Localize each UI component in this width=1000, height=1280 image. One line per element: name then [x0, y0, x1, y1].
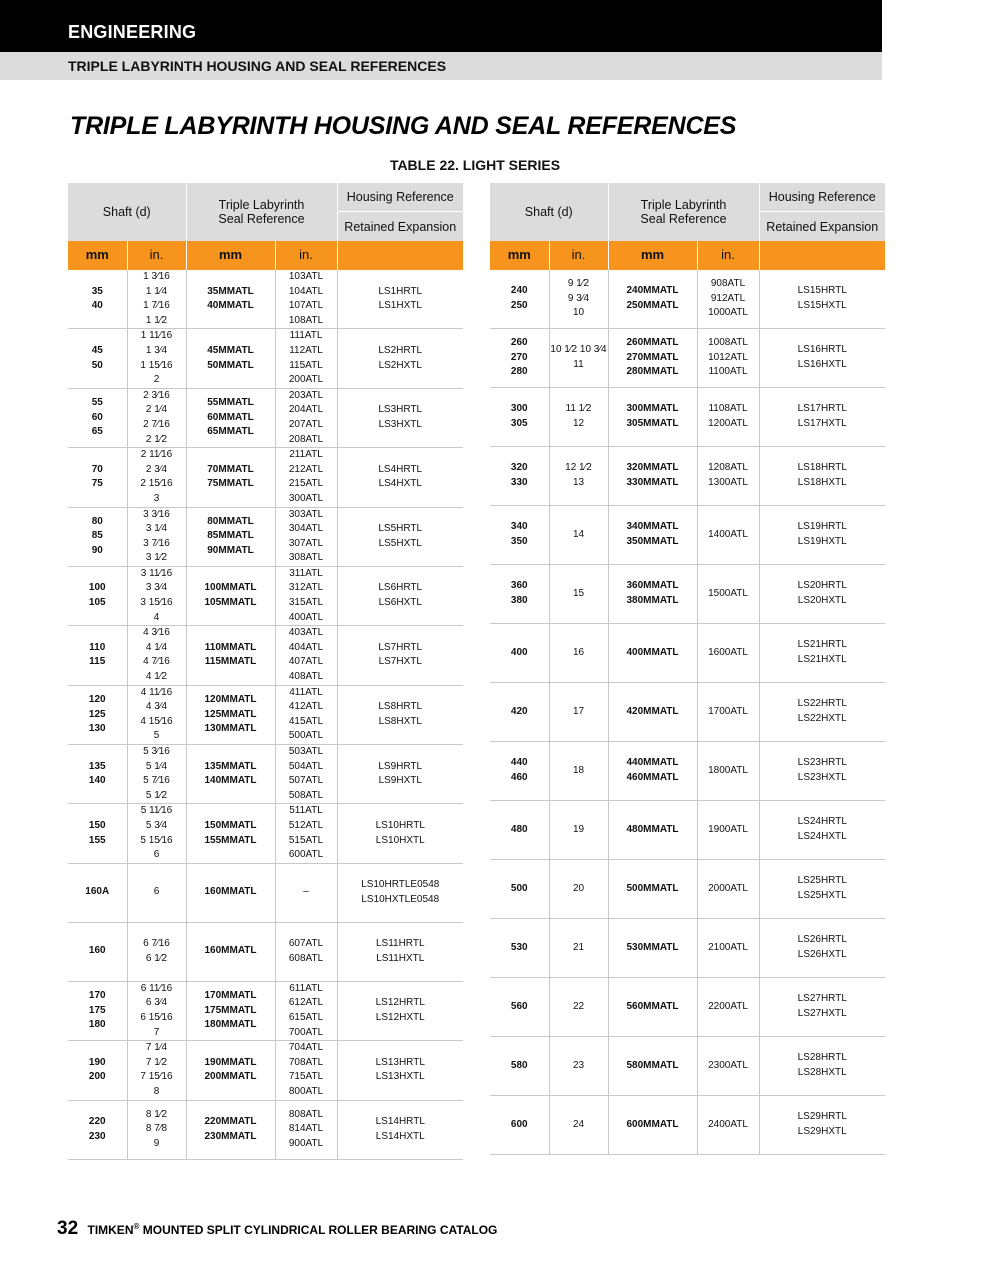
housing-ref-cell: LS29HRTL LS29HXTL	[759, 1096, 885, 1155]
unit-in: in.	[549, 241, 608, 270]
seal-in-cell: 2400ATL	[697, 1096, 759, 1155]
table-row	[490, 742, 885, 801]
seal-in-cell: 1900ATL	[697, 801, 759, 860]
housing-ref-cell: LS23HRTL LS23HXTL	[759, 742, 885, 801]
shaft-in-cell: 3 3⁄16 3 1⁄4 3 7⁄16 3 1⁄2	[127, 507, 186, 566]
table-row	[490, 565, 885, 624]
seal-mm-cell: 150MMATL 155MMATL	[186, 804, 275, 863]
seal-mm-cell: 580MMATL	[608, 1037, 697, 1096]
seal-mm-cell: 160MMATL	[186, 863, 275, 922]
housing-ref-cell: LS13HRTL LS13HXTL	[337, 1041, 463, 1100]
shaft-in-cell: 19	[549, 801, 608, 860]
seal-mm-cell: 55MMATL 60MMATL 65MMATL	[186, 388, 275, 447]
shaft-mm-cell: 400	[490, 624, 549, 683]
seal-in-cell: 411ATL 412ATL 415ATL 500ATL	[275, 685, 337, 744]
shaft-in-cell: 5 11⁄16 5 3⁄4 5 15⁄16 6	[127, 804, 186, 863]
table-row	[68, 270, 463, 329]
seal-in-cell: 303ATL 304ATL 307ATL 308ATL	[275, 507, 337, 566]
shaft-in-cell: 10 1⁄2 10 3⁄4 11	[549, 329, 608, 388]
housing-ref-cell: LS26HRTL LS26HXTL	[759, 919, 885, 978]
unit-blank	[759, 241, 885, 270]
table-row	[490, 329, 885, 388]
housing-ref-cell: LS22HRTL LS22HXTL	[759, 683, 885, 742]
table-row	[490, 624, 885, 683]
shaft-mm-cell: 500	[490, 860, 549, 919]
seal-mm-cell: 320MMATL 330MMATL	[608, 447, 697, 506]
shaft-in-cell: 24	[549, 1096, 608, 1155]
shaft-mm-cell: 160	[68, 922, 127, 981]
shaft-mm-cell: 530	[490, 919, 549, 978]
seal-mm-cell: 110MMATL 115MMATL	[186, 626, 275, 685]
table-row	[490, 388, 885, 447]
shaft-mm-cell: 420	[490, 683, 549, 742]
seal-mm-cell: 600MMATL	[608, 1096, 697, 1155]
shaft-mm-cell: 150 155	[68, 804, 127, 863]
shaft-mm-cell: 45 50	[68, 329, 127, 388]
seal-in-cell: 908ATL 912ATL 1000ATL	[697, 270, 759, 329]
table-body-right	[490, 270, 885, 1155]
shaft-mm-cell: 300 305	[490, 388, 549, 447]
shaft-in-cell: 17	[549, 683, 608, 742]
table-row	[490, 1096, 885, 1155]
seal-in-cell: 1600ATL	[697, 624, 759, 683]
housing-ref-cell: LS19HRTL LS19HXTL	[759, 506, 885, 565]
seal-mm-cell: 135MMATL 140MMATL	[186, 745, 275, 804]
seal-mm-cell: 500MMATL	[608, 860, 697, 919]
shaft-mm-cell: 320 330	[490, 447, 549, 506]
table-row	[68, 448, 463, 507]
seal-mm-cell: 45MMATL 50MMATL	[186, 329, 275, 388]
shaft-in-cell: 22	[549, 978, 608, 1037]
page-footer	[57, 1218, 497, 1240]
table-row	[68, 804, 463, 863]
housing-ref-cell: LS16HRTL LS16HXTL	[759, 329, 885, 388]
retained-expansion-header: Retained Expansion	[337, 212, 463, 242]
housing-ref-cell: LS4HRTL LS4HXTL	[337, 448, 463, 507]
shaft-in-cell: 6 7⁄16 6 1⁄2	[127, 922, 186, 981]
seal-mm-cell: 260MMATL 270MMATL 280MMATL	[608, 329, 697, 388]
unit-blank	[337, 241, 463, 270]
seal-in-cell: 111ATL 112ATL 115ATL 200ATL	[275, 329, 337, 388]
seal-mm-cell: 400MMATL	[608, 624, 697, 683]
housing-ref-cell: LS5HRTL LS5HXTL	[337, 507, 463, 566]
footer-catalog: MOUNTED SPLIT CYLINDRICAL ROLLER BEARING CATALOG	[142, 1223, 498, 1237]
housing-ref-cell: LS2HRTL LS2HXTL	[337, 329, 463, 388]
seal-in-cell: 611ATL 612ATL 615ATL 700ATL	[275, 981, 337, 1040]
table-row	[490, 860, 885, 919]
table-row	[68, 1100, 463, 1159]
shaft-mm-cell: 440 460	[490, 742, 549, 801]
seal-mm-cell: 300MMATL 305MMATL	[608, 388, 697, 447]
housing-ref-cell: LS11HRTL LS11HXTL	[337, 922, 463, 981]
housing-ref-cell: LS28HRTL LS28HXTL	[759, 1037, 885, 1096]
seal-table-right	[490, 183, 885, 1155]
housing-ref-cell: LS20HRTL LS20HXTL	[759, 565, 885, 624]
seal-mm-cell: 170MMATL 175MMATL 180MMATL	[186, 981, 275, 1040]
shaft-mm-cell: 135 140	[68, 745, 127, 804]
seal-in-cell: 403ATL 404ATL 407ATL 408ATL	[275, 626, 337, 685]
shaft-in-cell: 3 11⁄16 3 3⁄4 3 15⁄16 4	[127, 566, 186, 625]
table-body-left	[68, 270, 463, 1159]
shaft-in-cell: 1 3⁄16 1 1⁄4 1 7⁄16 1 1⁄2	[127, 270, 186, 329]
page-title: TRIPLE LABYRINTH HOUSING AND SEAL REFERENCES	[70, 112, 737, 140]
seal-mm-cell: 35MMATL 40MMATL	[186, 270, 275, 329]
seal-mm-cell: 530MMATL	[608, 919, 697, 978]
table-row	[68, 685, 463, 744]
shaft-in-cell: 6 11⁄16 6 3⁄4 6 15⁄16 7	[127, 981, 186, 1040]
shaft-mm-cell: 100 105	[68, 566, 127, 625]
page-number: 32	[57, 1218, 79, 1239]
shaft-mm-cell: 55 60 65	[68, 388, 127, 447]
seal-mm-cell: 80MMATL 85MMATL 90MMATL	[186, 507, 275, 566]
table-row	[68, 329, 463, 388]
shaft-mm-cell: 480	[490, 801, 549, 860]
table-row	[68, 1041, 463, 1100]
unit-mm: mm	[68, 241, 127, 270]
unit-in: in.	[697, 241, 759, 270]
table-row	[490, 270, 885, 329]
seal-mm-cell: 100MMATL 105MMATL	[186, 566, 275, 625]
table-row	[490, 801, 885, 860]
housing-ref-cell: LS15HRTL LS15HXTL	[759, 270, 885, 329]
seal-in-cell: 808ATL 814ATL 900ATL	[275, 1100, 337, 1159]
housing-ref-cell: LS9HRTL LS9HXTL	[337, 745, 463, 804]
shaft-header: Shaft (d)	[68, 183, 186, 241]
unit-in: in.	[127, 241, 186, 270]
housing-ref-cell: LS8HRTL LS8HXTL	[337, 685, 463, 744]
table-row	[68, 507, 463, 566]
seal-in-cell: 103ATL 104ATL 107ATL 108ATL	[275, 270, 337, 329]
shaft-mm-cell: 120 125 130	[68, 685, 127, 744]
table-row	[68, 981, 463, 1040]
seal-in-cell: 1500ATL	[697, 565, 759, 624]
seal-in-cell: 203ATL 204ATL 207ATL 208ATL	[275, 388, 337, 447]
housing-ref-cell: LS27HRTL LS27HXTL	[759, 978, 885, 1037]
table-row	[490, 978, 885, 1037]
housing-ref-header: Housing Reference	[337, 183, 463, 212]
seal-in-cell: 511ATL 512ATL 515ATL 600ATL	[275, 804, 337, 863]
housing-ref-cell: LS21HRTL LS21HXTL	[759, 624, 885, 683]
seal-in-cell: –	[275, 863, 337, 922]
housing-ref-cell: LS10HRTLE0548 LS10HXTLE0548	[337, 863, 463, 922]
shaft-in-cell: 4 3⁄16 4 1⁄4 4 7⁄16 4 1⁄2	[127, 626, 186, 685]
shaft-mm-cell: 190 200	[68, 1041, 127, 1100]
seal-ref-header: Triple Labyrinth Seal Reference	[186, 183, 337, 241]
seal-in-cell: 2100ATL	[697, 919, 759, 978]
shaft-mm-cell: 35 40	[68, 270, 127, 329]
section-header-bar	[0, 0, 882, 52]
shaft-mm-cell: 170 175 180	[68, 981, 127, 1040]
housing-ref-cell: LS3HRTL LS3HXTL	[337, 388, 463, 447]
unit-in: in.	[275, 241, 337, 270]
seal-mm-cell: 240MMATL 250MMATL	[608, 270, 697, 329]
seal-in-cell: 1700ATL	[697, 683, 759, 742]
shaft-mm-cell: 580	[490, 1037, 549, 1096]
housing-ref-header: Housing Reference	[759, 183, 885, 212]
housing-ref-cell: LS12HRTL LS12HXTL	[337, 981, 463, 1040]
shaft-mm-cell: 560	[490, 978, 549, 1037]
housing-ref-cell: LS7HRTL LS7HXTL	[337, 626, 463, 685]
housing-ref-cell: LS14HRTL LS14HXTL	[337, 1100, 463, 1159]
seal-in-cell: 2300ATL	[697, 1037, 759, 1096]
subsection-title: TRIPLE LABYRINTH HOUSING AND SEAL REFERENCES	[68, 58, 447, 74]
seal-mm-cell: 160MMATL	[186, 922, 275, 981]
table-row	[490, 1037, 885, 1096]
seal-in-cell: 1400ATL	[697, 506, 759, 565]
seal-in-cell: 1800ATL	[697, 742, 759, 801]
shaft-mm-cell: 360 380	[490, 565, 549, 624]
shaft-header: Shaft (d)	[490, 183, 608, 241]
table-row	[68, 922, 463, 981]
table-row	[68, 566, 463, 625]
shaft-in-cell: 12 1⁄2 13	[549, 447, 608, 506]
housing-ref-cell: LS1HRTL LS1HXTL	[337, 270, 463, 329]
table-row	[68, 745, 463, 804]
seal-mm-cell: 480MMATL	[608, 801, 697, 860]
seal-in-cell: 704ATL 708ATL 715ATL 800ATL	[275, 1041, 337, 1100]
shaft-mm-cell: 340 350	[490, 506, 549, 565]
shaft-in-cell: 23	[549, 1037, 608, 1096]
seal-mm-cell: 340MMATL 350MMATL	[608, 506, 697, 565]
seal-in-cell: 1008ATL 1012ATL 1100ATL	[697, 329, 759, 388]
seal-in-cell: 2000ATL	[697, 860, 759, 919]
seal-in-cell: 607ATL 608ATL	[275, 922, 337, 981]
seal-in-cell: 1208ATL 1300ATL	[697, 447, 759, 506]
shaft-mm-cell: 600	[490, 1096, 549, 1155]
table-row	[68, 388, 463, 447]
shaft-in-cell: 20	[549, 860, 608, 919]
seal-in-cell: 311ATL 312ATL 315ATL 400ATL	[275, 566, 337, 625]
footer-brand: TIMKEN	[87, 1223, 134, 1237]
unit-mm: mm	[490, 241, 549, 270]
table-row	[68, 863, 463, 922]
shaft-in-cell: 4 11⁄16 4 3⁄4 4 15⁄16 5	[127, 685, 186, 744]
shaft-in-cell: 2 11⁄16 2 3⁄4 2 15⁄16 3	[127, 448, 186, 507]
seal-in-cell: 2200ATL	[697, 978, 759, 1037]
housing-ref-cell: LS6HRTL LS6HXTL	[337, 566, 463, 625]
shaft-in-cell: 1 11⁄16 1 3⁄4 1 15⁄16 2	[127, 329, 186, 388]
seal-ref-header: Triple Labyrinth Seal Reference	[608, 183, 759, 241]
shaft-mm-cell: 110 115	[68, 626, 127, 685]
seal-in-cell: 503ATL 504ATL 507ATL 508ATL	[275, 745, 337, 804]
seal-mm-cell: 220MMATL 230MMATL	[186, 1100, 275, 1159]
seal-mm-cell: 560MMATL	[608, 978, 697, 1037]
section-title: ENGINEERING	[68, 22, 197, 42]
shaft-in-cell: 6	[127, 863, 186, 922]
table-caption: TABLE 22. LIGHT SERIES	[389, 157, 561, 173]
shaft-in-cell: 9 1⁄2 9 3⁄4 10	[549, 270, 608, 329]
shaft-mm-cell: 240 250	[490, 270, 549, 329]
table-row	[490, 919, 885, 978]
seal-mm-cell: 360MMATL 380MMATL	[608, 565, 697, 624]
shaft-mm-cell: 220 230	[68, 1100, 127, 1159]
housing-ref-cell: LS24HRTL LS24HXTL	[759, 801, 885, 860]
table-row	[490, 506, 885, 565]
housing-ref-cell: LS18HRTL LS18HXTL	[759, 447, 885, 506]
table-row	[490, 447, 885, 506]
table-row	[68, 626, 463, 685]
shaft-in-cell: 5 3⁄16 5 1⁄4 5 7⁄16 5 1⁄2	[127, 745, 186, 804]
shaft-in-cell: 15	[549, 565, 608, 624]
seal-mm-cell: 190MMATL 200MMATL	[186, 1041, 275, 1100]
seal-in-cell: 1108ATL 1200ATL	[697, 388, 759, 447]
shaft-in-cell: 21	[549, 919, 608, 978]
shaft-in-cell: 2 3⁄16 2 1⁄4 2 7⁄16 2 1⁄2	[127, 388, 186, 447]
retained-expansion-header: Retained Expansion	[759, 212, 885, 242]
seal-in-cell: 211ATL 212ATL 215ATL 300ATL	[275, 448, 337, 507]
seal-mm-cell: 120MMATL 125MMATL 130MMATL	[186, 685, 275, 744]
shaft-mm-cell: 160A	[68, 863, 127, 922]
shaft-in-cell: 16	[549, 624, 608, 683]
housing-ref-cell: LS25HRTL LS25HXTL	[759, 860, 885, 919]
seal-table-left	[68, 183, 463, 1160]
shaft-mm-cell: 80 85 90	[68, 507, 127, 566]
registered-mark: ®	[133, 1222, 140, 1231]
shaft-in-cell: 11 1⁄2 12	[549, 388, 608, 447]
shaft-in-cell: 18	[549, 742, 608, 801]
subsection-header-bar	[0, 52, 882, 80]
seal-mm-cell: 70MMATL 75MMATL	[186, 448, 275, 507]
shaft-in-cell: 7 1⁄4 7 1⁄2 7 15⁄16 8	[127, 1041, 186, 1100]
seal-mm-cell: 440MMATL 460MMATL	[608, 742, 697, 801]
shaft-in-cell: 14	[549, 506, 608, 565]
unit-mm: mm	[608, 241, 697, 270]
table-row	[490, 683, 885, 742]
shaft-mm-cell: 260 270 280	[490, 329, 549, 388]
unit-mm: mm	[186, 241, 275, 270]
seal-mm-cell: 420MMATL	[608, 683, 697, 742]
housing-ref-cell: LS17HRTL LS17HXTL	[759, 388, 885, 447]
shaft-in-cell: 8 1⁄2 8 7⁄8 9	[127, 1100, 186, 1159]
housing-ref-cell: LS10HRTL LS10HXTL	[337, 804, 463, 863]
shaft-mm-cell: 70 75	[68, 448, 127, 507]
